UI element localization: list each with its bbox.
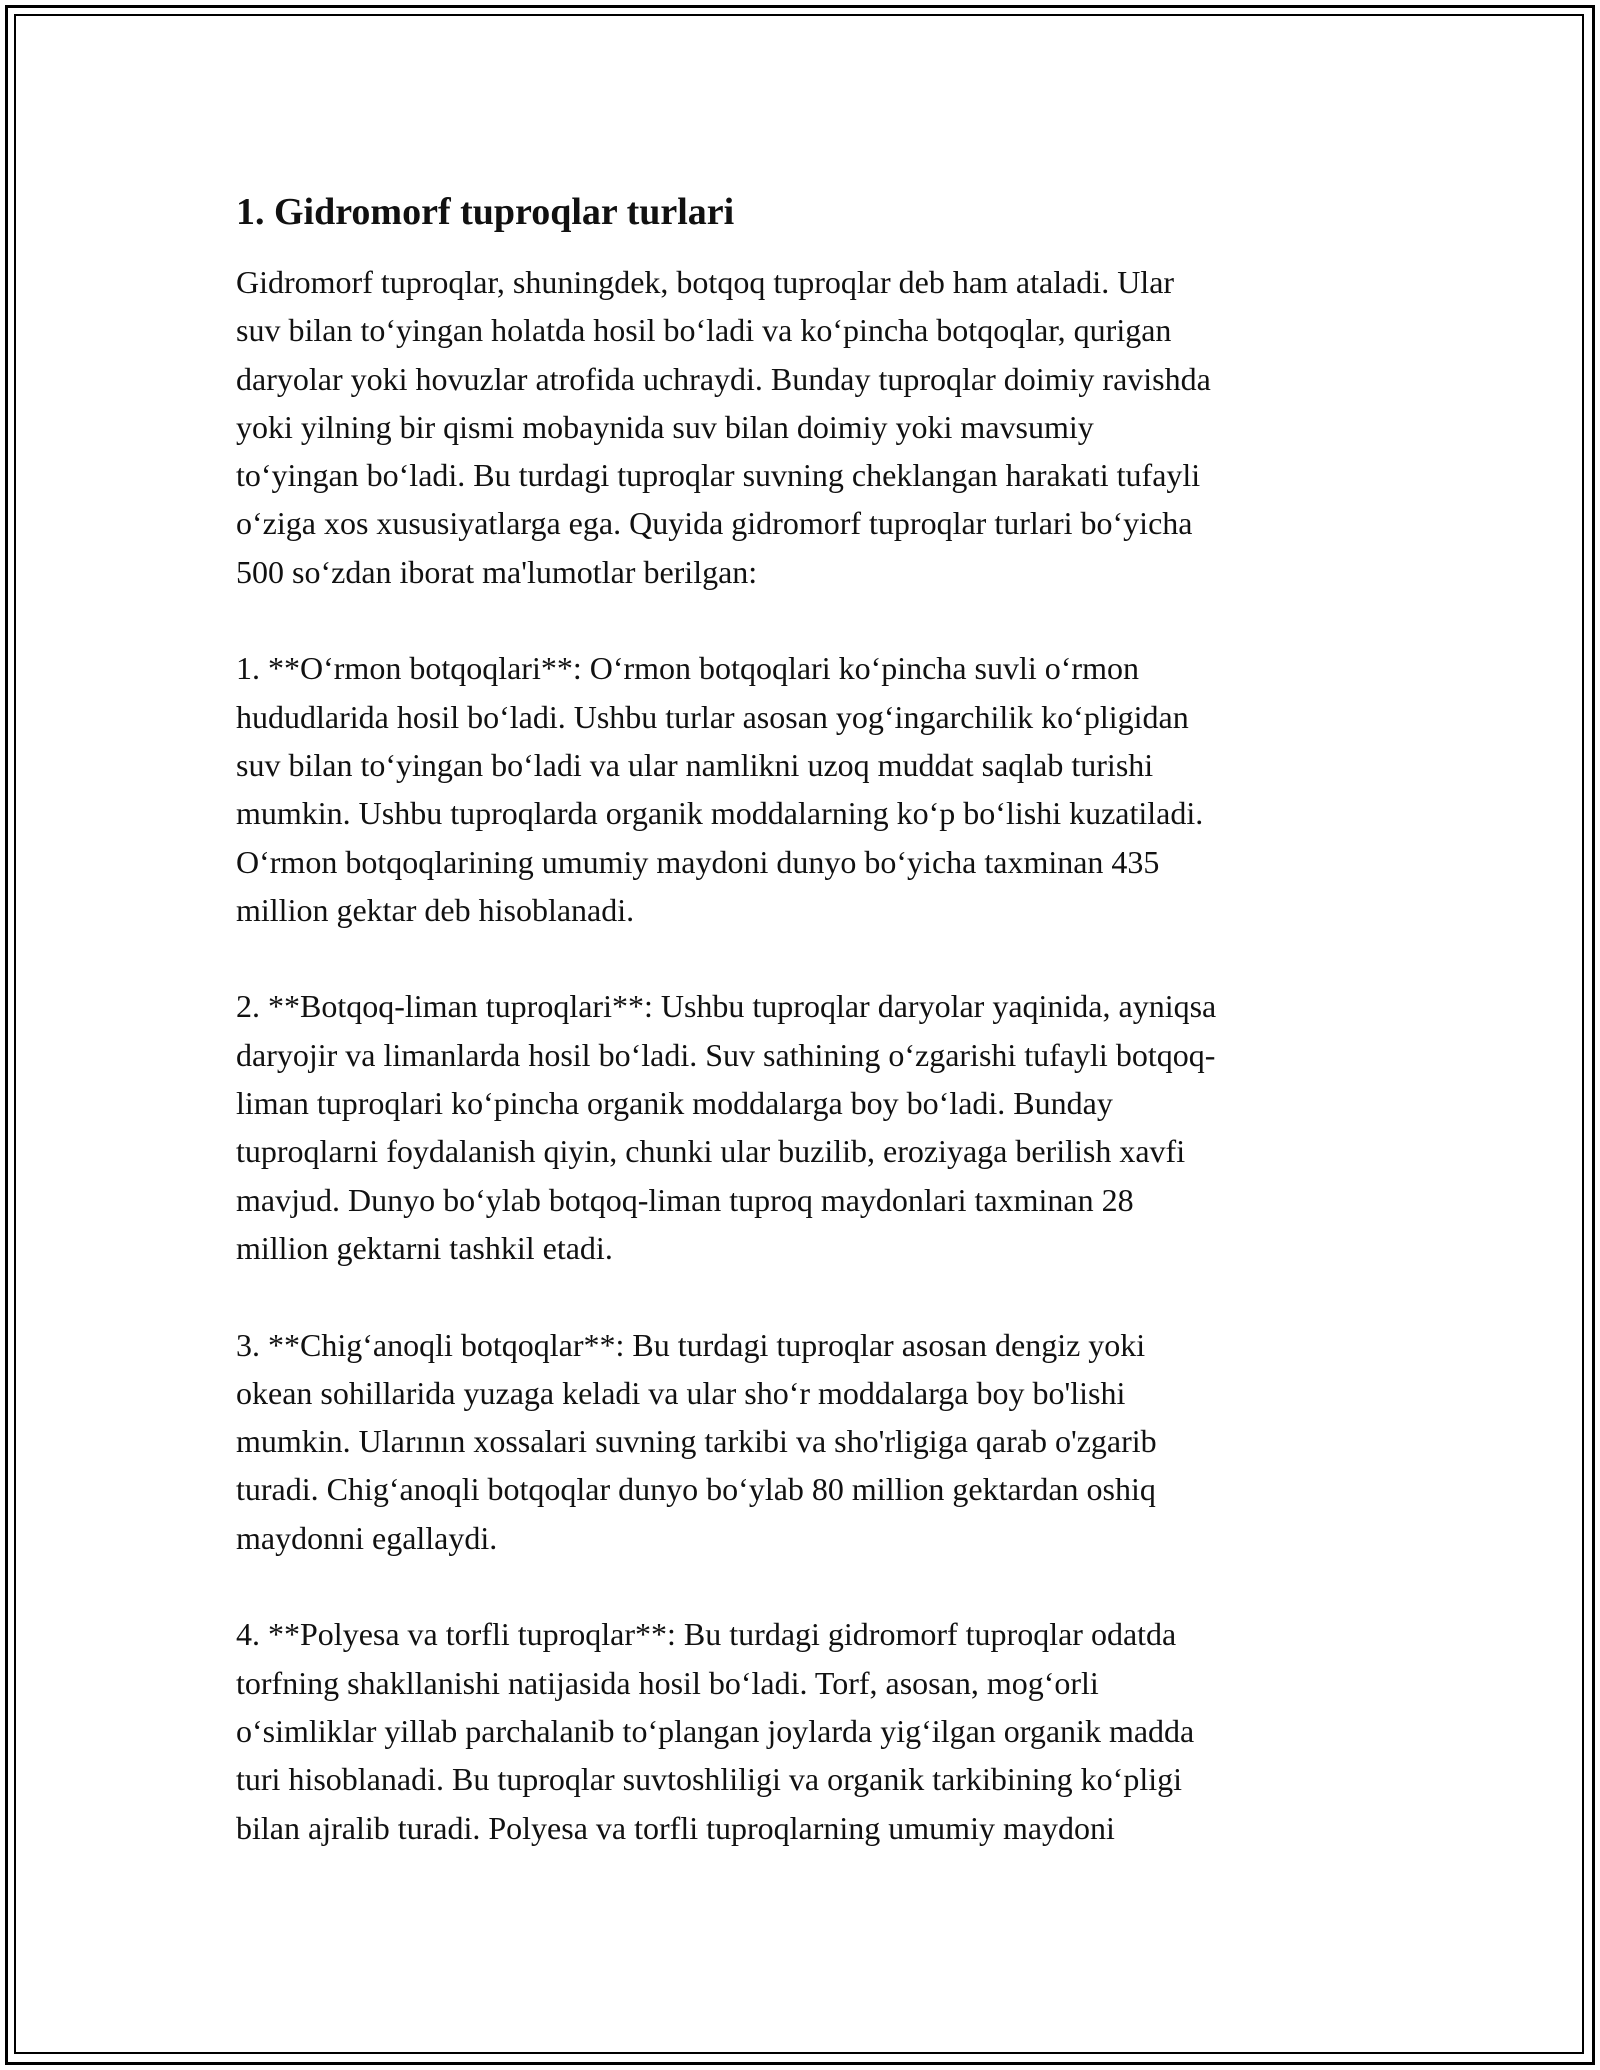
paragraph-line: 2. **Botqoq-liman tuproqlari**: Ushbu tuproqlar daryolar yaqinida, ayniqsa — [236, 988, 1217, 1025]
paragraph-line: daryolar yoki hovuzlar atrofida uchraydi. Bunday tuproqlar doimiy ravishda — [236, 360, 1211, 397]
paragraph-line: daryojir va limanlarda hosil bo‘ladi. Suv sathining o‘zgarishi tufayli botqoq- — [236, 1036, 1216, 1073]
paragraph-line: bilan ajralib turadi. Polyesa va torfli tuproqlarning umumiy maydoni — [236, 1809, 1115, 1846]
paragraph-line: to‘yingan bo‘ladi. Bu turdagi tuproqlar suvning cheklangan harakati tufayli — [236, 457, 1201, 494]
paragraph-line: o‘simliklar yillab parchalanib to‘plangan joylarda yig‘ilgan organik madda — [236, 1712, 1195, 1749]
section-heading: 1. Gidromorf tuproqlar turlari — [236, 191, 735, 233]
paragraph-line: suv bilan to‘yingan holatda hosil bo‘ladi va ko‘pincha botqoqlar, qurigan — [236, 312, 1172, 349]
paragraph-line: torfning shakllanishi natijasida hosil bo‘ladi. Torf, asosan, mog‘orli — [236, 1664, 1099, 1701]
paragraph-line: mumkin. Ularının xossalari suvning tarkibi va sho'rligiga qarab o'zgarib — [236, 1423, 1157, 1460]
paragraph-line: o‘ziga xos xususiyatlarga ega. Quyida gidromorf tuproqlar turlari bo‘yicha — [236, 505, 1193, 542]
paragraph-line: 3. **Chig‘anoqli botqoqlar**: Bu turdagi tuproqlar asosan dengiz yoki — [236, 1326, 1146, 1363]
paragraph-line: suv bilan to‘yingan bo‘ladi va ular namlikni uzoq muddat saqlab turishi — [236, 746, 1154, 783]
paragraph-line: turi hisoblanadi. Bu tuproqlar suvtoshliligi va organik tarkibining ko‘pligi — [236, 1761, 1182, 1798]
paragraph-line: mavjud. Dunyo bo‘ylab botqoq-liman tuproq maydonlari taxminan 28 — [236, 1181, 1134, 1218]
intro-paragraph — [236, 258, 1366, 596]
paragraph-line: 500 so‘zdan iborat ma'lumotlar berilgan: — [236, 553, 758, 590]
list-item-4-paragraph — [236, 1610, 1366, 1851]
paragraph-line: 1. **O‘rmon botqoqlari**: O‘rmon botqoqlari ko‘pincha suvli o‘rmon — [236, 650, 1139, 687]
document-body — [236, 186, 1366, 1900]
list-item-3-paragraph — [236, 1321, 1366, 1562]
paragraph-line: okean sohillarida yuzaga keladi va ular sho‘r moddalarga boy bo'lishi — [236, 1374, 1126, 1411]
paragraph-line: hududlarida hosil bo‘ladi. Ushbu turlar asosan yog‘ingarchilik ko‘pligidan — [236, 698, 1189, 735]
paragraph-line: 4. **Polyesa va torfli tuproqlar**: Bu turdagi gidromorf tuproqlar odatda — [236, 1616, 1177, 1653]
paragraph-line: million gektar deb hisoblanadi. — [236, 891, 635, 928]
paragraph-line: tuproqlarni foydalanish qiyin, chunki ular buzilib, eroziyaga berilish xavfi — [236, 1133, 1186, 1170]
paragraph-line: mumkin. Ushbu tuproqlarda organik moddalarning ko‘p bo‘lishi kuzatiladi. — [236, 795, 1204, 832]
paragraph-line: Gidromorf tuproqlar, shuningdek, botqoq tuproqlar deb ham ataladi. Ular — [236, 264, 1175, 300]
paragraph-line: million gektarni tashkil etadi. — [236, 1229, 613, 1266]
list-item-1-paragraph — [236, 644, 1366, 934]
list-item-2-paragraph — [236, 982, 1366, 1272]
paragraph-line: maydonni egallaydi. — [236, 1519, 498, 1556]
paragraph-line: O‘rmon botqoqlarining umumiy maydoni dunyo bo‘yicha taxminan 435 — [236, 843, 1160, 880]
paragraph-line: turadi. Chig‘anoqli botqoqlar dunyo bo‘ylab 80 million gektardan oshiq — [236, 1471, 1156, 1508]
paragraph-line: yoki yilning bir qismi mobaynida suv bilan doimiy yoki mavsumiy — [236, 408, 1094, 445]
paragraph-line: liman tuproqlari ko‘pincha organik moddalarga boy bo‘ladi. Bunday — [236, 1085, 1113, 1122]
